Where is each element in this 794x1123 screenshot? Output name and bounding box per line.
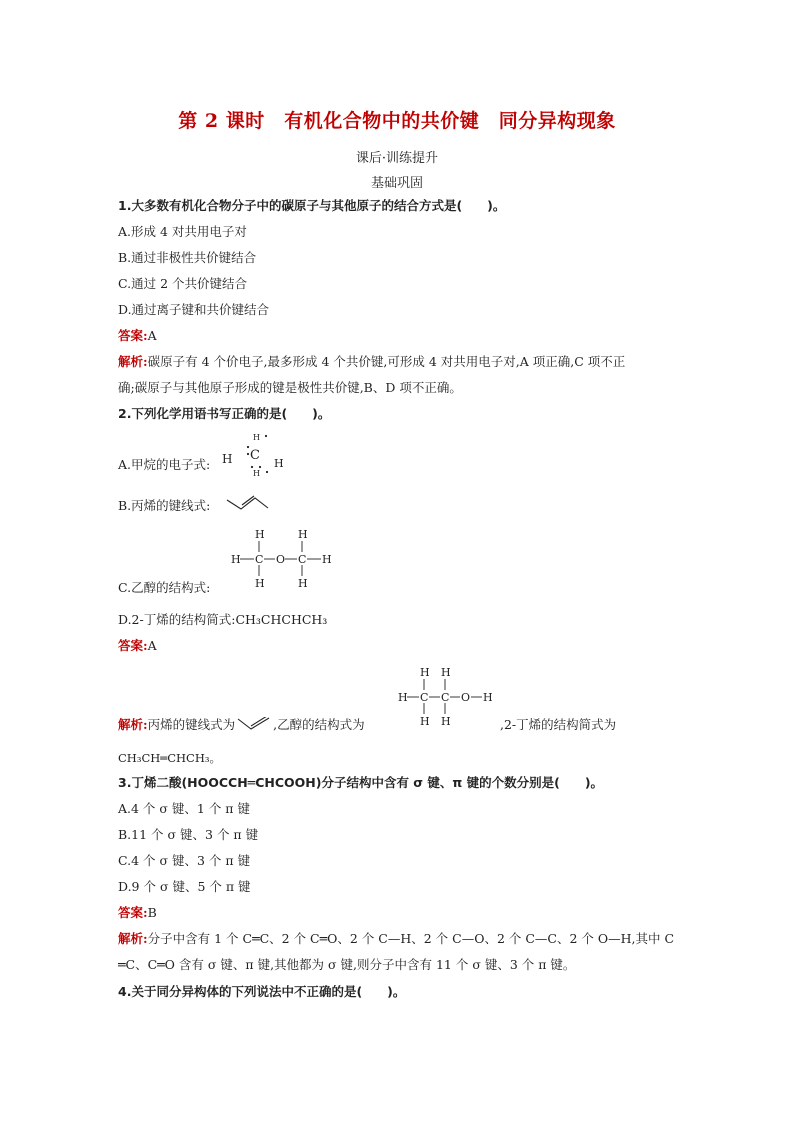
atom-h: H — [298, 528, 308, 541]
explanation-text: 分子中含有 1 个 C═C、2 个 C═O、2 个 C—H、2 个 C—O、2 个 C—C、2 个 O—H,其中 C — [147, 931, 675, 946]
explanation-text-b: ,乙醇的结构式为 — [273, 717, 365, 732]
atom-c-center: C — [250, 448, 260, 463]
atom-c: C — [298, 553, 307, 566]
atom-h: H — [441, 715, 451, 728]
question-4-stem: 4.关于同分异构体的下列说法中不正确的是( )。 — [118, 984, 406, 999]
atom-c: C — [420, 691, 429, 704]
answer-label: 答案: — [118, 638, 148, 653]
question-3-answer — [118, 905, 157, 921]
atom-h: H — [420, 715, 430, 728]
question-1-option-c: C.通过 2 个共价键结合 — [118, 276, 247, 291]
explanation-text: 碳原子有 4 个价电子,最多形成 4 个共价键,可形成 4 对共用电子对,A 项正确,C 项不正 — [147, 354, 626, 369]
explanation-text-c: ,2-丁烯的结构简式为 — [500, 717, 617, 732]
atom-h: H — [231, 553, 241, 566]
atom-h: H — [420, 666, 430, 679]
question-2-explanation-line-1 — [118, 717, 365, 733]
question-1-option-d: D.通过离子键和共价键结合 — [118, 302, 270, 317]
question-3-explanation-line-1 — [118, 931, 674, 947]
question-2-option-d: D.2-丁烯的结构简式:CH₃CHCHCH₃ — [118, 612, 328, 627]
answer-value: A — [147, 328, 157, 343]
question-2-option-b: B.丙烯的键线式: — [118, 498, 211, 513]
page-title: 第 2 课时 有机化合物中的共价键 同分异构现象 — [178, 110, 616, 132]
atom-h-right: H — [274, 457, 284, 470]
question-3-stem — [118, 775, 603, 791]
question-1-option-a: A.形成 4 对共用电子对 — [118, 224, 247, 239]
answer-label: 答案: — [118, 328, 148, 343]
atom-h: H — [322, 553, 332, 566]
atom-h: H — [483, 691, 493, 704]
question-2-option-c: C.乙醇的结构式: — [118, 580, 211, 595]
atom-h-left: H — [222, 452, 233, 466]
ethanol-structural-formula-correct — [396, 666, 500, 728]
propene-skeletal-formula-correct — [237, 717, 271, 731]
question-3-text: 3.丁烯二酸(HOOCCH═CHCOOH)分子结构中含有 σ 键、π 键的个数分别是( )。 — [118, 775, 604, 790]
question-2-stem: 2.下列化学用语书写正确的是( )。 — [118, 406, 331, 421]
atom-h: H — [298, 577, 308, 590]
question-1-explanation-line-2: 确;碳原子与其他原子形成的键是极性共价键,B、D 项不正确。 — [118, 380, 462, 395]
atom-o: O — [461, 691, 471, 704]
question-3-explanation-line-2: ═C、C═O 含有 σ 键、π 键,其他都为 σ 键,则分子中含有 11 个 σ 键、3 个 π 键。 — [118, 957, 576, 972]
atom-c: C — [441, 691, 450, 704]
answer-label: 答案: — [118, 905, 148, 920]
atom-h: H — [398, 691, 408, 704]
atom-h: H — [255, 577, 265, 590]
question-2-option-a: A.甲烷的电子式: — [118, 457, 211, 472]
explanation-label: 解析: — [118, 354, 148, 369]
question-3-option-d: D.9 个 σ 键、5 个 π 键 — [118, 879, 251, 894]
question-3-option-b: B.11 个 σ 键、3 个 π 键 — [118, 827, 259, 842]
explanation-label: 解析: — [118, 931, 148, 946]
section-heading: 基础巩固 — [370, 176, 423, 191]
atom-h: H — [441, 666, 451, 679]
atom-o: O — [276, 553, 286, 566]
atom-c: C — [255, 553, 264, 566]
question-3-option-c: C.4 个 σ 键、3 个 π 键 — [118, 853, 251, 868]
explanation-text-a: 丙烯的键线式为 — [147, 717, 236, 732]
question-1-answer — [118, 328, 157, 344]
question-1-stem: 1.大多数有机化合物分子中的碳原子与其他原子的结合方式是( )。 — [118, 198, 506, 213]
question-2-explanation-line-2: CH₃CH═CHCH₃。 — [118, 751, 221, 765]
propene-skeletal-formula — [226, 494, 270, 514]
explanation-label: 解析: — [118, 717, 148, 732]
subtitle: 课后·训练提升 — [355, 151, 439, 166]
ethanol-structural-formula-wrong — [228, 528, 340, 590]
atom-h-bottom: H — [253, 469, 260, 476]
answer-value: B — [147, 905, 157, 920]
methane-electron-formula — [222, 432, 292, 476]
question-1-explanation-line-1 — [118, 354, 625, 370]
atom-h-top: H — [253, 433, 260, 442]
question-3-option-a: A.4 个 σ 键、1 个 π 键 — [118, 801, 250, 816]
question-2-answer — [118, 638, 157, 654]
answer-value: A — [147, 638, 157, 653]
question-1-option-b: B.通过非极性共价键结合 — [118, 250, 257, 265]
atom-h: H — [255, 528, 265, 541]
